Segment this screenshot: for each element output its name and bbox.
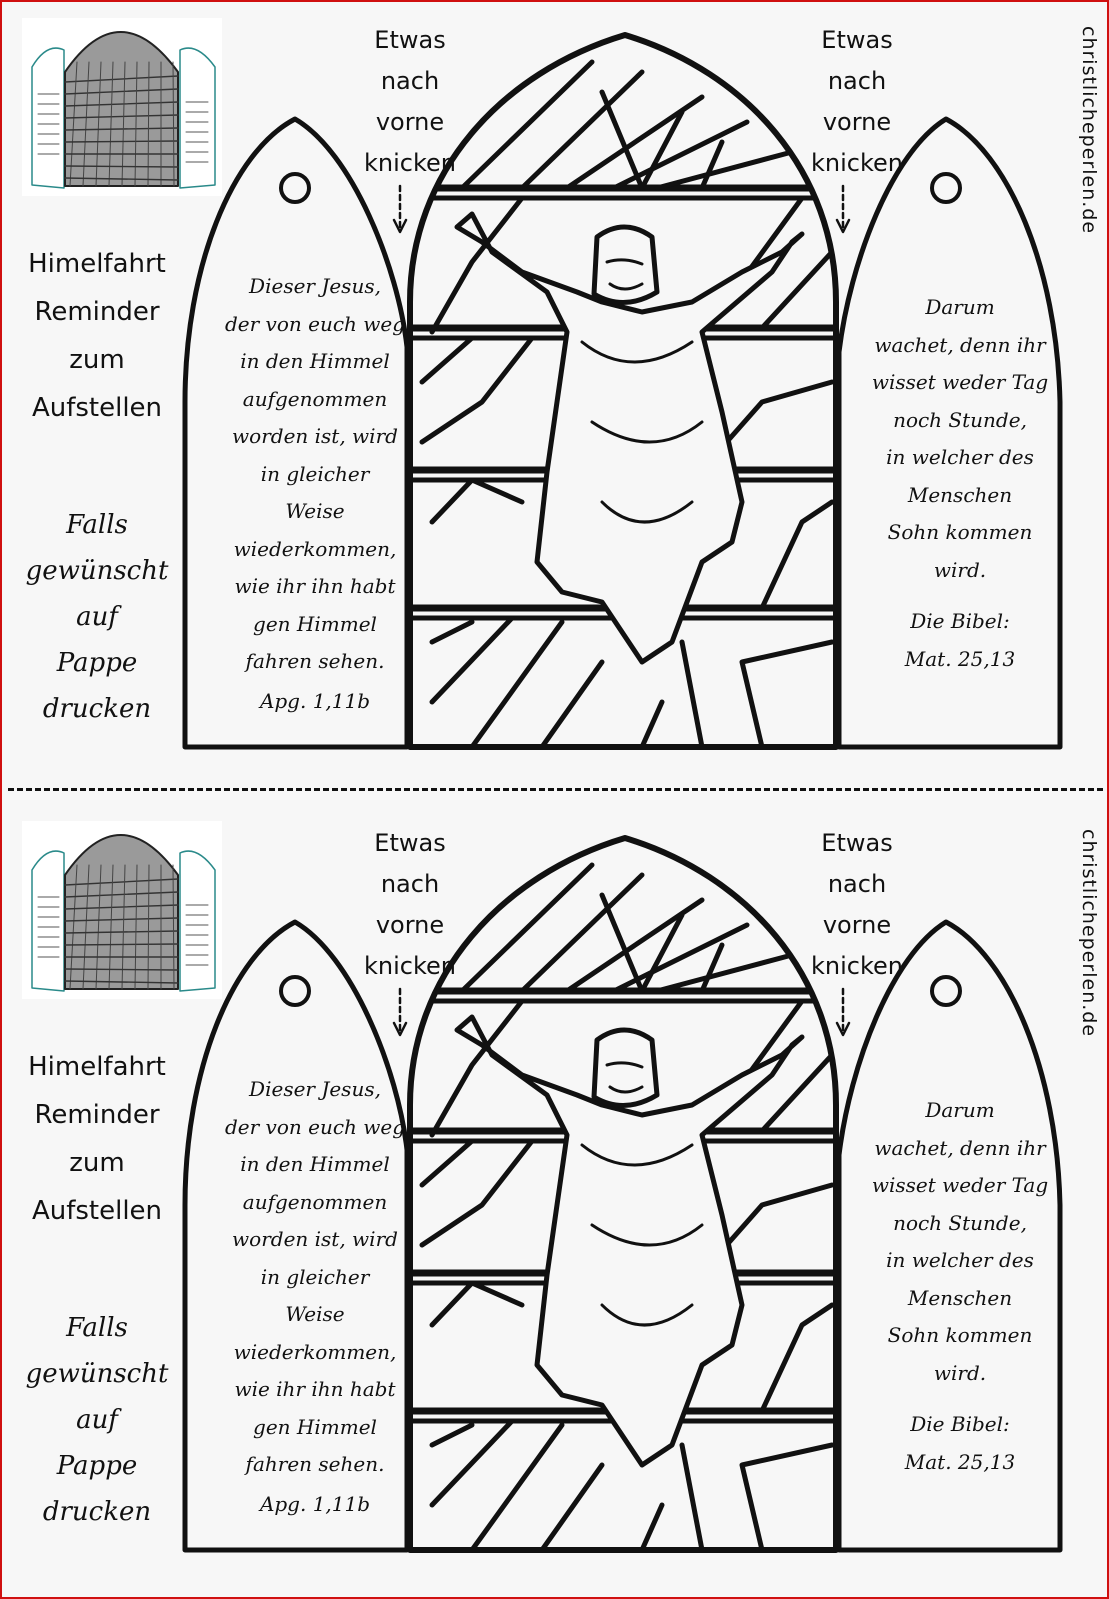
verse-left-line: wie ihr ihn habt (234, 574, 396, 598)
print-note (12, 1305, 182, 1535)
print-note-line: Pappe (56, 648, 138, 678)
print-note-line: drucken (42, 694, 152, 724)
verse-right-line: in welcher des (886, 445, 1034, 469)
fold-instruction-right-line: knicken (811, 952, 903, 980)
fold-instruction-right-line: nach (827, 870, 887, 898)
fold-instruction-right-line: Etwas (821, 26, 893, 54)
verse-left-line: wiederkommen, (233, 1339, 397, 1364)
print-note-line: Falls (66, 1313, 128, 1343)
verse-right-line: noch Stunde, (893, 407, 1027, 432)
verse-right-line: Darum (925, 1098, 995, 1122)
fold-instruction-left-line: nach (380, 870, 440, 898)
sheet-title-line: Aufstellen (31, 393, 163, 423)
verse-left-line: wiederkommen, (233, 536, 397, 561)
verse-right-line: noch Stunde, (893, 1210, 1027, 1235)
arrow-down-dashed-icon (394, 989, 406, 1035)
fold-instruction-left-line: knicken (364, 149, 456, 177)
fold-instruction-right-line: vorne (822, 911, 892, 939)
print-note-line: gewünscht (25, 556, 169, 586)
print-note-line: gewünscht (25, 1359, 169, 1389)
verse-left-line: worden ist, wird (232, 1227, 398, 1251)
verse-right-reference (860, 1406, 1060, 1481)
verse-left-line: in gleicher (260, 461, 370, 486)
hang-hole-icon (281, 977, 309, 1005)
verse-right-reference-line: Die Bibel: (910, 609, 1010, 633)
verse-left-reference: Apg. 1,11b (259, 1491, 371, 1516)
verse-left-line: aufgenommen (242, 386, 388, 411)
folded-triptych-photo (22, 18, 222, 196)
verse-right-line: wisset weder Tag (871, 1173, 1049, 1197)
verse-right (860, 1092, 1060, 1481)
fold-instruction-right-line: knicken (811, 149, 903, 177)
arrow-down-dashed-icon (837, 989, 849, 1035)
verse-left-line: fahren sehen. (245, 649, 385, 673)
website-watermark: christlicheperlen.de (1078, 829, 1100, 1038)
verse-left-line: aufgenommen (242, 1189, 388, 1214)
print-note-line: Pappe (56, 1451, 138, 1481)
fold-instruction-right-line: vorne (822, 108, 892, 136)
sheet-title (12, 240, 182, 432)
fold-instruction-right (797, 20, 917, 184)
sheet-title-line: Aufstellen (31, 1196, 163, 1226)
ascending-figure (457, 1017, 802, 1465)
verse-left (200, 268, 430, 720)
verse-right-reference-line: Mat. 25,13 (904, 646, 1016, 671)
verse-right (860, 289, 1060, 678)
print-note-line: auf (76, 1405, 118, 1435)
print-note (12, 502, 182, 732)
fold-instruction-right-line: Etwas (821, 829, 893, 857)
verse-left-line: Dieser Jesus, (249, 274, 381, 298)
verse-left-line: Weise (285, 499, 345, 523)
reminder-panel-1 (2, 2, 1107, 787)
verse-left-line: gen Himmel (253, 1414, 377, 1439)
verse-right-line: Menschen (907, 1285, 1013, 1310)
verse-left-line: Dieser Jesus, (249, 1077, 381, 1101)
verse-left (200, 1071, 430, 1523)
sheet-title-line: Reminder (34, 297, 160, 327)
sheet-title-line: zum (69, 1148, 125, 1178)
verse-right-line: wachet, denn ihr (874, 1135, 1046, 1160)
website-watermark: christlicheperlen.de (1078, 26, 1100, 235)
arrow-down-dashed-icon (394, 186, 406, 232)
hang-hole-icon (932, 977, 960, 1005)
verse-right-line: wird. (933, 557, 987, 582)
verse-left-reference: Apg. 1,11b (259, 688, 371, 713)
fold-instruction-left-line: Etwas (374, 829, 446, 857)
fold-instruction-left (350, 20, 470, 184)
folded-triptych-photo (22, 821, 222, 999)
sheet-title-line: zum (69, 345, 125, 375)
hang-hole-icon (281, 174, 309, 202)
verse-right-reference-line: Die Bibel: (910, 1412, 1010, 1436)
cut-line (8, 788, 1103, 791)
sheet-title (12, 1043, 182, 1235)
verse-left-line: fahren sehen. (245, 1452, 385, 1476)
arrow-down-dashed-icon (837, 186, 849, 232)
verse-right-line: Menschen (907, 482, 1013, 507)
print-note-line: Falls (66, 510, 128, 540)
fold-instruction-right (797, 823, 917, 987)
fold-instruction-right-line: nach (827, 67, 887, 95)
sheet-title-line: Himelfahrt (28, 1052, 166, 1082)
verse-left-line: in den Himmel (240, 349, 390, 373)
verse-left-line: worden ist, wird (232, 424, 398, 448)
hang-hole-icon (932, 174, 960, 202)
reminder-panel-2 (2, 805, 1107, 1590)
verse-left-line: in gleicher (260, 1264, 370, 1289)
verse-left-line: der von euch weg (224, 1114, 406, 1139)
sheet-title-line: Himelfahrt (28, 249, 166, 279)
verse-left-line: der von euch weg (224, 311, 406, 336)
fold-instruction-left-line: Etwas (374, 26, 446, 54)
fold-instruction-left-line: vorne (375, 108, 445, 136)
verse-right-line: Darum (925, 295, 995, 319)
print-note-line: auf (76, 602, 118, 632)
print-note-line: drucken (42, 1497, 152, 1527)
fold-instruction-left-line: nach (380, 67, 440, 95)
ascending-figure (457, 214, 802, 662)
verse-right-line: Sohn kommen (887, 520, 1033, 544)
verse-right-line: Sohn kommen (887, 1323, 1033, 1347)
verse-right-reference (860, 603, 1060, 678)
verse-right-reference-line: Mat. 25,13 (904, 1449, 1016, 1474)
verse-right-line: wisset weder Tag (871, 370, 1049, 394)
verse-left-line: wie ihr ihn habt (234, 1377, 396, 1401)
verse-right-line: wachet, denn ihr (874, 332, 1046, 357)
fold-instruction-left-line: knicken (364, 952, 456, 980)
sheet-title-line: Reminder (34, 1100, 160, 1130)
fold-instruction-left-line: vorne (375, 911, 445, 939)
verse-right-line: in welcher des (886, 1248, 1034, 1272)
verse-left-line: in den Himmel (240, 1152, 390, 1176)
verse-left-line: gen Himmel (253, 611, 377, 636)
verse-right-line: wird. (933, 1360, 987, 1385)
verse-left-line: Weise (285, 1302, 345, 1326)
fold-instruction-left (350, 823, 470, 987)
